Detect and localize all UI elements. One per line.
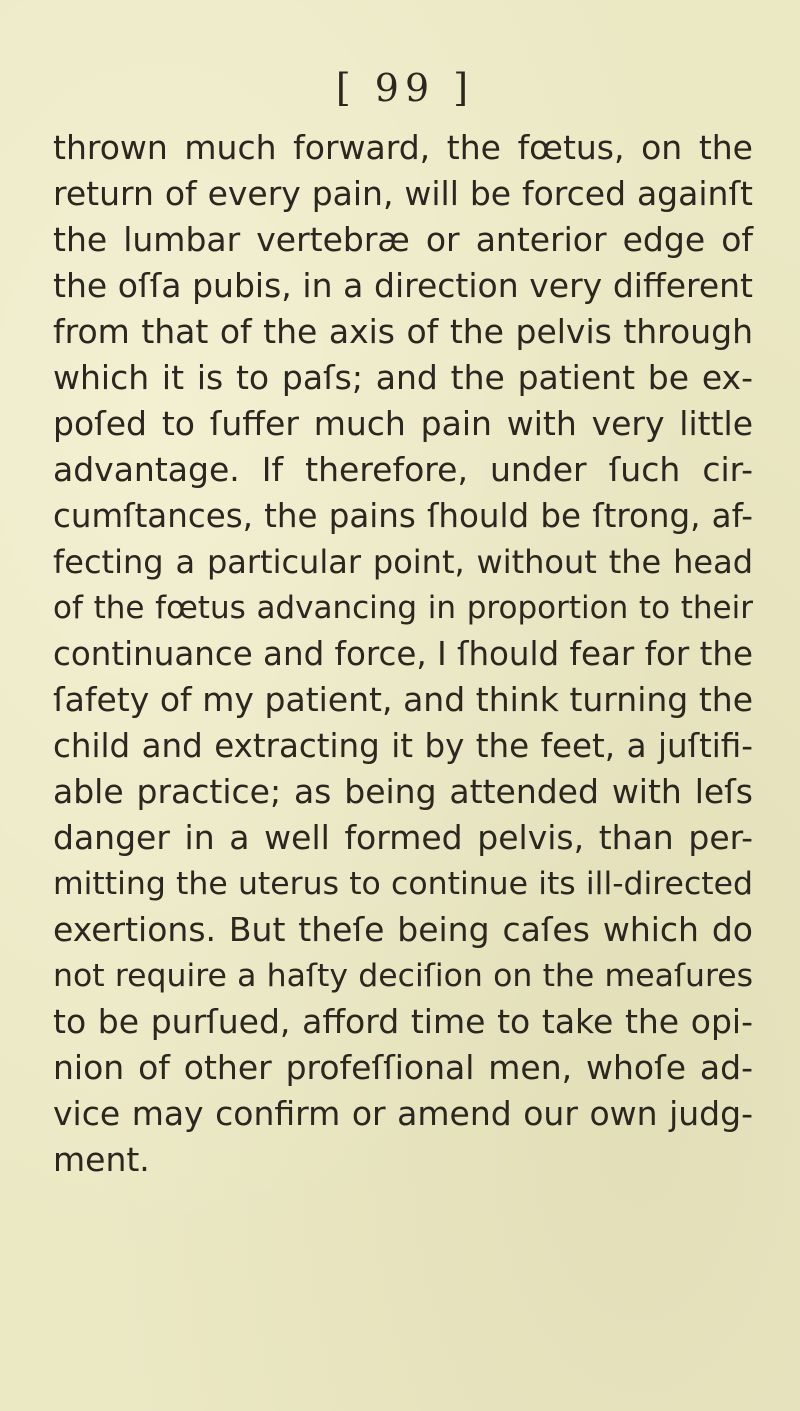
text-line: advantage. If therefore, under ſuch cir- bbox=[53, 450, 753, 489]
text-line: exertions. But theſe being caſes which do bbox=[53, 910, 753, 949]
text-line: the lumbar vertebræ or anterior edge of bbox=[53, 220, 753, 259]
text-line: thrown much forward, the fœtus, on the bbox=[53, 128, 753, 167]
page-number: [ 99 ] bbox=[335, 66, 475, 110]
text-line: vice may confirm or amend our own judg- bbox=[53, 1094, 753, 1133]
text-line: not require a haſty deciſion on the meaſures bbox=[53, 958, 753, 994]
text-line: continuance and force, I ſhould fear for the bbox=[53, 635, 753, 673]
text-line: cumſtances, the pains ſhould be ſtrong, af- bbox=[53, 497, 753, 535]
text-line: ment. bbox=[53, 1140, 150, 1179]
text-line: which it is to paſs; and the patient be ex- bbox=[53, 358, 753, 397]
text-line: to be purſued, afford time to take the opi- bbox=[53, 1002, 753, 1041]
text-line: fecting a particular point, without the head bbox=[53, 543, 753, 581]
text-line: of the fœtus advancing in proportion to their bbox=[53, 590, 753, 626]
text-line: return of every pain, will be forced againſt bbox=[53, 174, 753, 213]
text-line: danger in a well formed pelvis, than per- bbox=[53, 818, 753, 857]
text-line: able practice; as being attended with leſs bbox=[53, 772, 753, 811]
text-line: the oſſa pubis, in a direction very different bbox=[53, 266, 753, 305]
text-line: nion of other profeſſional men, whoſe ad- bbox=[53, 1048, 753, 1087]
text-line: child and extracting it by the feet, a juſtifi- bbox=[53, 727, 753, 765]
text-line: poſed to ſuffer much pain with very little bbox=[53, 404, 753, 443]
body-text bbox=[53, 125, 753, 1183]
text-line: ſafety of my patient, and think turning the bbox=[53, 680, 753, 719]
text-line: mitting the uterus to continue its ill-directed bbox=[53, 866, 753, 902]
text-line: from that of the axis of the pelvis through bbox=[53, 312, 753, 351]
